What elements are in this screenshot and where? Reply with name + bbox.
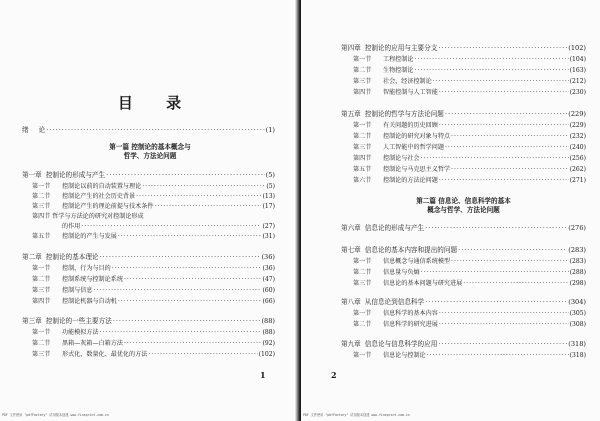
toc-section[interactable]: 第二节 信息科学的研究进展 ····· (308): [353, 321, 586, 328]
toc-section[interactable]: 第二节 控制系统与控制论系统 ····· (47): [32, 276, 275, 283]
toc-section[interactable]: 第一节 有关问题的历史回顾 ····· (229): [353, 122, 586, 129]
toc-section[interactable]: 第二节 生物控制论 ····· (163): [353, 67, 586, 74]
toc-section[interactable]: 第三节 控制论产生的理论前提与技术条件 ····· (17): [32, 203, 275, 210]
toc-section[interactable]: 第一节 工程控制论 ····· (104): [353, 56, 586, 63]
toc-chapter-7[interactable]: 第七章 信息论的基本内容和提出的问题 ····· (283): [341, 247, 586, 254]
toc-title: 目 录: [117, 94, 196, 112]
toc-chapter-6[interactable]: 第六章 信息论的形成与产生 ····· (276): [341, 225, 586, 232]
toc-section[interactable]: 第四节 控制论机器与自动机 ····· (66): [32, 298, 275, 305]
toc-section[interactable]: 第三节 形式化、数量化、最优化的方法 ····· (102): [32, 351, 275, 358]
toc-chapter-4[interactable]: 第四章 控制论的应用与主要分支 ····· (102): [341, 45, 586, 52]
toc-section[interactable]: 第一节 信息论与控制论 ····· (318): [353, 352, 586, 359]
toc-chapter-1[interactable]: 第一章 控制论的形成与产生 ····· (5): [22, 172, 275, 179]
toc-section[interactable]: 第四节 智能控制与人工智能 ····· (230): [353, 89, 586, 96]
toc-section[interactable]: 第一节 控制论以前的自动装置与理论 ····· (5): [32, 183, 275, 190]
toc-chapter-8[interactable]: 第八章 从信息论到信息科学 ····· (304): [341, 299, 586, 306]
left-page: [0, 0, 299, 421]
toc-chapter-9[interactable]: 第九章 信息论与信息科学的应用 ····· (318): [341, 341, 586, 348]
toc-section[interactable]: 第三节 信息论的基本问题与研究进展 ····· (298): [353, 280, 586, 287]
toc-section-continued[interactable]: 的作用 ····· (27): [32, 223, 275, 230]
toc-section[interactable]: 第二节 控制论产生的社会历史背景 ····· (13): [32, 193, 275, 200]
toc-section[interactable]: 第一节 信息科学的基本内容 ····· (305): [353, 310, 586, 317]
pdf-footer: PDF 文件使用 "pdfFactory" 试用版本创建 www.fineprint.com.cn: [303, 413, 410, 417]
toc-entry-intro[interactable]: 绪 论 ····· (1): [22, 127, 275, 134]
toc-section[interactable]: 第一节 信息概念与通信系统模型 ····· (283): [353, 258, 586, 265]
toc-chapter-3[interactable]: 第三章 控制论的一些主要方法 ····· (88): [22, 318, 275, 325]
toc-chapter-5[interactable]: 第五章 控制论的哲学与方法论问题 ····· (229): [341, 111, 586, 118]
right-page: [301, 0, 600, 421]
toc-section[interactable]: 第二节 控制论的研究对象与特点 ····· (232): [353, 133, 586, 140]
toc-section[interactable]: 第四节 哲学与方法论的研究对控制论形成: [32, 213, 144, 220]
toc-chapter-2[interactable]: 第二章 控制论的基本理论 ····· (36): [22, 254, 275, 261]
part-two-heading: 第二篇 信息论、信息科学的基本 概念与哲学、方法论问题: [416, 197, 511, 214]
toc-section[interactable]: 第五节 控制论的产生与发展 ····· (31): [32, 233, 275, 240]
toc-section[interactable]: 第三节 人工智能中的哲学问题 ····· (240): [353, 144, 586, 151]
toc-section[interactable]: 第一节 控制、行为与目的 ····· (36): [32, 265, 275, 272]
toc-section[interactable]: 第三节 社会、经济控制论 ····· (212): [353, 78, 586, 85]
toc-section[interactable]: 第二节 黑箱—灰箱—白箱方法 ····· (92): [32, 340, 275, 347]
toc-section[interactable]: 第二节 信息量与负熵 ····· (288): [353, 269, 586, 276]
toc-section[interactable]: 第五节 控制论与马克思主义哲学 ····· (262): [353, 166, 586, 173]
toc-section[interactable]: 第四节 控制论与社会 ····· (256): [353, 155, 586, 162]
toc-section[interactable]: 第三节 控制与信息 ····· (60): [32, 287, 275, 294]
page-number: 1: [260, 370, 266, 380]
pdf-footer: PDF 文件使用 "pdfFactory" 试用版本创建 www.fineprint.com.cn: [2, 413, 109, 417]
part-one-heading: 第一篇 控制论的基本概念与 哲学、方法论问题: [109, 143, 191, 160]
toc-section[interactable]: 第六节 控制论的方法论问题 ····· (271): [353, 177, 586, 184]
page-number: 2: [331, 370, 337, 380]
toc-section[interactable]: 第一节 功能模拟方法 ····· (88): [32, 329, 275, 336]
